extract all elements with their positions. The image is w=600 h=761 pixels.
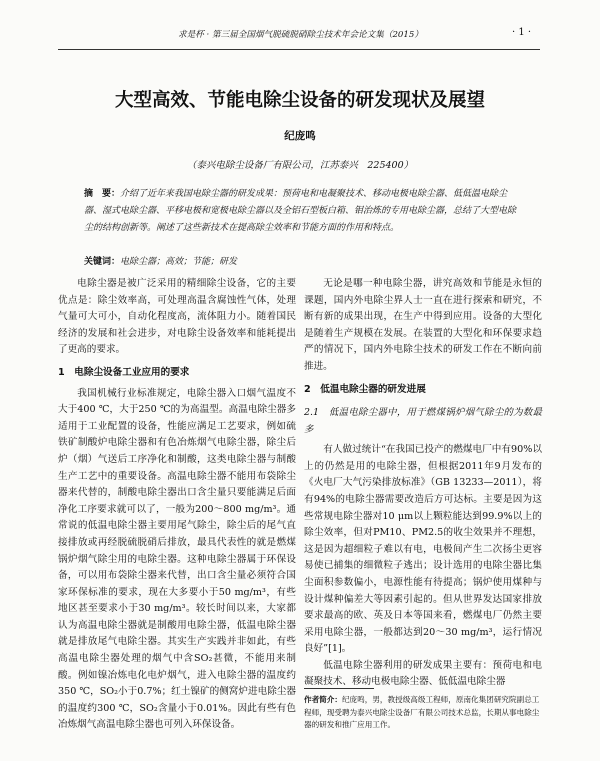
keywords-label: 关键词： bbox=[84, 257, 121, 267]
footnote-label: 作者简介： bbox=[304, 695, 342, 704]
left-column bbox=[58, 276, 296, 734]
right-paragraph-last: 低温电除尘器利用的研发成果主要有：预荷电和电凝聚技术、移动电极电除尘器、低低温电除尘器 bbox=[304, 659, 542, 688]
right-paragraph-1: 无论是哪一种电除尘器，讲究高效和节能是永恒的课题，国内外电除尘界人士一直在进行探索和研究，不断有新的成果出现，在生产中得到应用。设备的大型化是随着生产规模在发展。在装置的大型化和环保要求趋严的情况下，国内外电除尘技术的研发工作在不断向前推进。 bbox=[304, 278, 542, 372]
keywords bbox=[84, 254, 516, 267]
keywords-text: 电除尘器；高效；节能；研发 bbox=[120, 257, 238, 267]
paper-title: 大型高效、节能电除尘设备的研发现状及展望 bbox=[114, 90, 485, 111]
intro-paragraph: 电除尘器是被广泛采用的精细除尘设备，它的主要优点是：除尘效率高，可处理高温含腐蚀性气体，处理气量可大可小，自动化程度高，流体阻力小。随着国民经济的发展和社会进步，对电除尘设备效率和能耗提出了更高的要求。 bbox=[58, 278, 296, 356]
running-head-source: 求是杯 · 第三届全国烟气脱硫脱硝除尘技术年会论文集（2015） bbox=[178, 30, 423, 40]
running-head bbox=[0, 28, 600, 44]
abstract-text: 介绍了近年来我国电除尘器的研发成果：预荷电和电凝聚技术、移动电极电除尘器、低低温电除尘器、湿式电除尘器、平移电极和宽极电除尘器以及全铝石型板白箱、钼治炼的专用电除尘器，总结了大型电除尘的结构创新等。阐述了这些新技术在提高除尘效率和节能方面的作用和特点。 bbox=[84, 189, 517, 233]
section-heading-1: 1 电除尘设备工业应用的要求 bbox=[58, 366, 190, 378]
subsection-2-1-paragraph: 有人做过统计“在我国已投产的燃煤电厂中有90%以上的仍然是用的电除尘器，但根据2011年9月发布的《火电厂大气污染排放标准》（GB 13233—2011），将有94%的电除尘器需要改造后方可达标。主要是因为这些常规电除尘器对10 μm以上颗粒能达到99.9%以上的除尘效率，但对PM10、PM2.5的收尘效果并不理想，这是因为超细粒子难以有电，电极间产生二次扬尘更容易使已捕集的细微粒子逃出；设计选用的电除尘器比集尘面积参数偏小，电源性能有待提高；锅炉使用煤种与设计煤种偏差大等因素引起的。但从世界发达国家排放要求最高的欧、英及日本等国来看，燃煤电厂仍然主要采用电除尘器，一般都达到20～30 mg/m³，运行情况良好”[1]。 bbox=[304, 444, 542, 655]
header-rule bbox=[58, 49, 540, 50]
footnote-text: 纪庞鸣，男，教授级高级工程师，原南化集团研究院副总工程师，现受聘为泰兴电除尘设备厂有限公司技术总监，长期从事电除尘器的研发和推广应用工作。 bbox=[304, 695, 540, 729]
author-footnote bbox=[304, 694, 540, 732]
author-name: 纪庞鸣 bbox=[284, 130, 316, 142]
right-column bbox=[304, 276, 542, 691]
affiliation: （泰兴电除尘设备厂有限公司，江苏泰兴 225400） bbox=[186, 160, 414, 171]
page-number: · 1 · bbox=[512, 27, 532, 38]
footnote-rule bbox=[304, 688, 374, 689]
section-1-paragraph: 我国机械行业标准规定，电除尘器入口烟气温度不大于400 ℃，大于250 ℃的为高温型。高温电除尘器多适用于工业配置的设备，性能应满足工艺要求，例如硫铁矿制酸炉电除尘器和有色冶炼烟气电除尘器，除尘后炉（烟）气送后工序净化和制酸，这类电除尘器与制酸生产工艺中的重要设备。高温电除尘器不能用布袋除尘器来代替的，制酸电除尘器出口含尘量只要能满足后面净化工序要求就可以了，一般为200～800 mg/m³。通常说的低温电除尘器主要用尾气除尘，除尘后的尾气直接排放或再经脱硫脱硝后排放，最具代表性的就是燃煤锅炉烟气除尘用的电除尘器。这种电除尘器属于环保设备，可以用布袋除尘器来代替，出口含尘量必须符合国家环保标准的要求，现在大多要小于50 mg/m³，有些地区甚至要求小于30 mg/m³。较长时间以来，大家都认为高温电除尘器就是制酸用电除尘器，低温电除尘器就是排放尾气电除尘器。其实生产实践并非如此，有些高温电除尘器处理的烟气中含SO₂甚微，不能用来制酸。例如镍冶炼电化电炉烟气，进入电除尘器的温度约350 ℃，SO₂小于0.7%；红土镍矿的侧窝炉进电除尘器的温度约300 ℃，SO₂含量小于0.01%。因此有些有色冶炼烟气高温电除尘器也可列入环保设备。 bbox=[58, 387, 296, 731]
abstract bbox=[84, 186, 516, 237]
subsection-heading-2-1: 2.1 低温电除尘器中，用于燃煤锅炉烟气除尘的为数最多 bbox=[304, 407, 542, 436]
abstract-label: 摘 要： bbox=[84, 189, 121, 199]
section-heading-2: 2 低温电除尘器的研发进展 bbox=[304, 383, 426, 395]
